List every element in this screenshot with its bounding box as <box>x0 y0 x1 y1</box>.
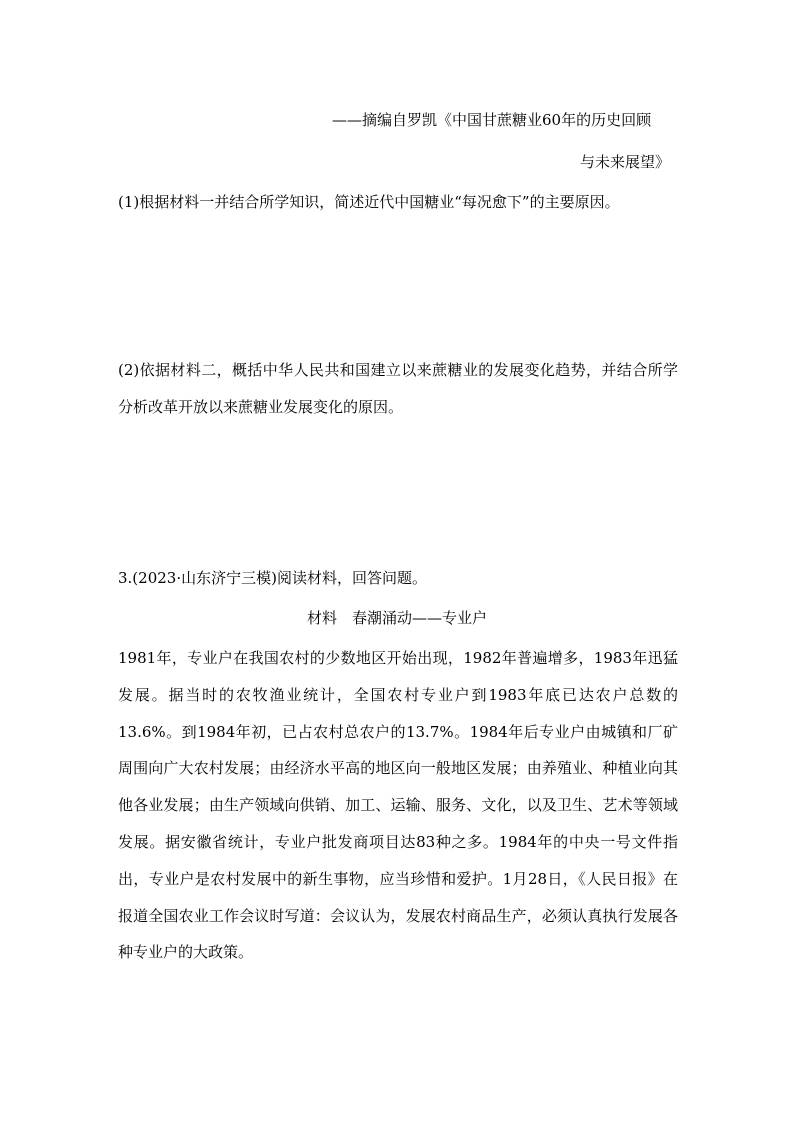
material-title: 材料 春潮涌动——专业户 <box>306 609 487 627</box>
material-body: 1981年，专业户在我国农村的少数地区开始出现，1982年普遍增多，1983年迅猛发展。据当时的农牧渔业统计，全国农村专业户到1983年底已达农户总数的13.6%。到1984年初，已占农村总农户的13.7%。1984年后专业户由城镇和厂矿周围向广大农村发展；由经济水平高的地区向一般地区发展；由养殖业、种植业向其他各业发展；由生产领域向供销、加工、运输、服务、文化，以及卫生、艺术等领域发展。据安徽省统计，专业户批发商项目达83种之多。1984年的中央一号文件指出，专业户是农村发展中的新生事物，应当珍惜和爱护。1月28日，《人民日报》在报道全国农业工作会议时写道：会议认为，发展农村商品生产，必须认真执行发展各种专业户的大政策。 <box>118 649 678 962</box>
question-1: (1)根据材料一并结合所学知识，简述近代中国糖业“每况愈下”的主要原因。 <box>118 193 620 211</box>
citation-line-2: 与未来展望》 <box>579 153 670 171</box>
citation-line-1: ——摘编自罗凯《中国甘蔗糖业60年的历史回顾 <box>332 111 652 129</box>
problem-3-header: 3.(2023·山东济宁三模)阅读材料，回答问题。 <box>118 569 427 587</box>
question-2: (2)依据材料二，概括中华人民共和国建立以来蔗糖业的发展变化趋势，并结合所学分析改革开放以来蔗糖业发展变化的原因。 <box>118 361 678 416</box>
